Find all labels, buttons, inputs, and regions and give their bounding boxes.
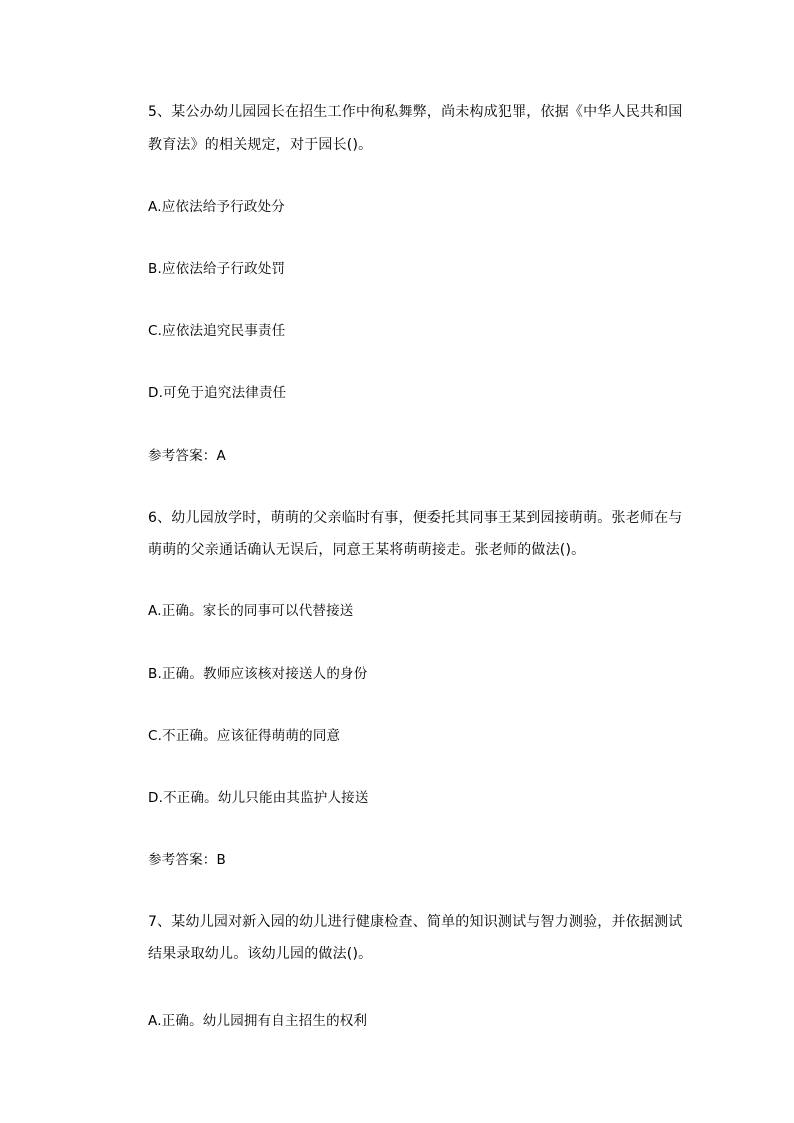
question-6-stem-line-2: 萌萌的父亲通话确认无误后，同意王某将萌萌接走。张老师的做法()。 — [148, 542, 586, 558]
question-6-option-c: C.不正确。应该征得萌萌的同意 — [148, 728, 341, 744]
question-6-answer: 参考答案：B — [148, 852, 226, 868]
question-6-option-a: A.正确。家长的同事可以代替接送 — [148, 603, 354, 619]
question-6-stem-line-1: 6、幼儿园放学时，萌萌的父亲临时有事，便委托其同事王某到园接萌萌。张老师在与 — [148, 510, 683, 526]
question-6-option-d: D.不正确。幼儿只能由其监护人接送 — [148, 790, 369, 806]
question-5-option-d: D.可免于追究法律责任 — [148, 385, 287, 401]
question-6-option-b: B.正确。教师应该核对接送人的身份 — [148, 666, 368, 682]
question-7-stem-line-2: 结果录取幼儿。该幼儿园的做法()。 — [148, 946, 373, 962]
question-7-stem-line-1: 7、某幼儿园对新入园的幼儿进行健康检查、简单的知识测试与智力测验，并依据测试 — [148, 914, 683, 930]
question-5-stem-line-1: 5、某公办幼儿园园长在招生工作中徇私舞弊，尚未构成犯罪，依据《中华人民共和国 — [148, 104, 683, 120]
question-5-option-b: B.应依法给子行政处罚 — [148, 261, 286, 277]
question-5-stem-line-2: 教育法》的相关规定，对于园长()。 — [148, 137, 373, 153]
question-5-option-c: C.应依法追究民事责任 — [148, 323, 286, 339]
question-5-option-a: A.应依法给予行政处分 — [148, 199, 285, 215]
question-7-option-a: A.正确。幼儿园拥有自主招生的权利 — [148, 1013, 368, 1029]
question-5-answer: 参考答案：A — [148, 448, 226, 464]
